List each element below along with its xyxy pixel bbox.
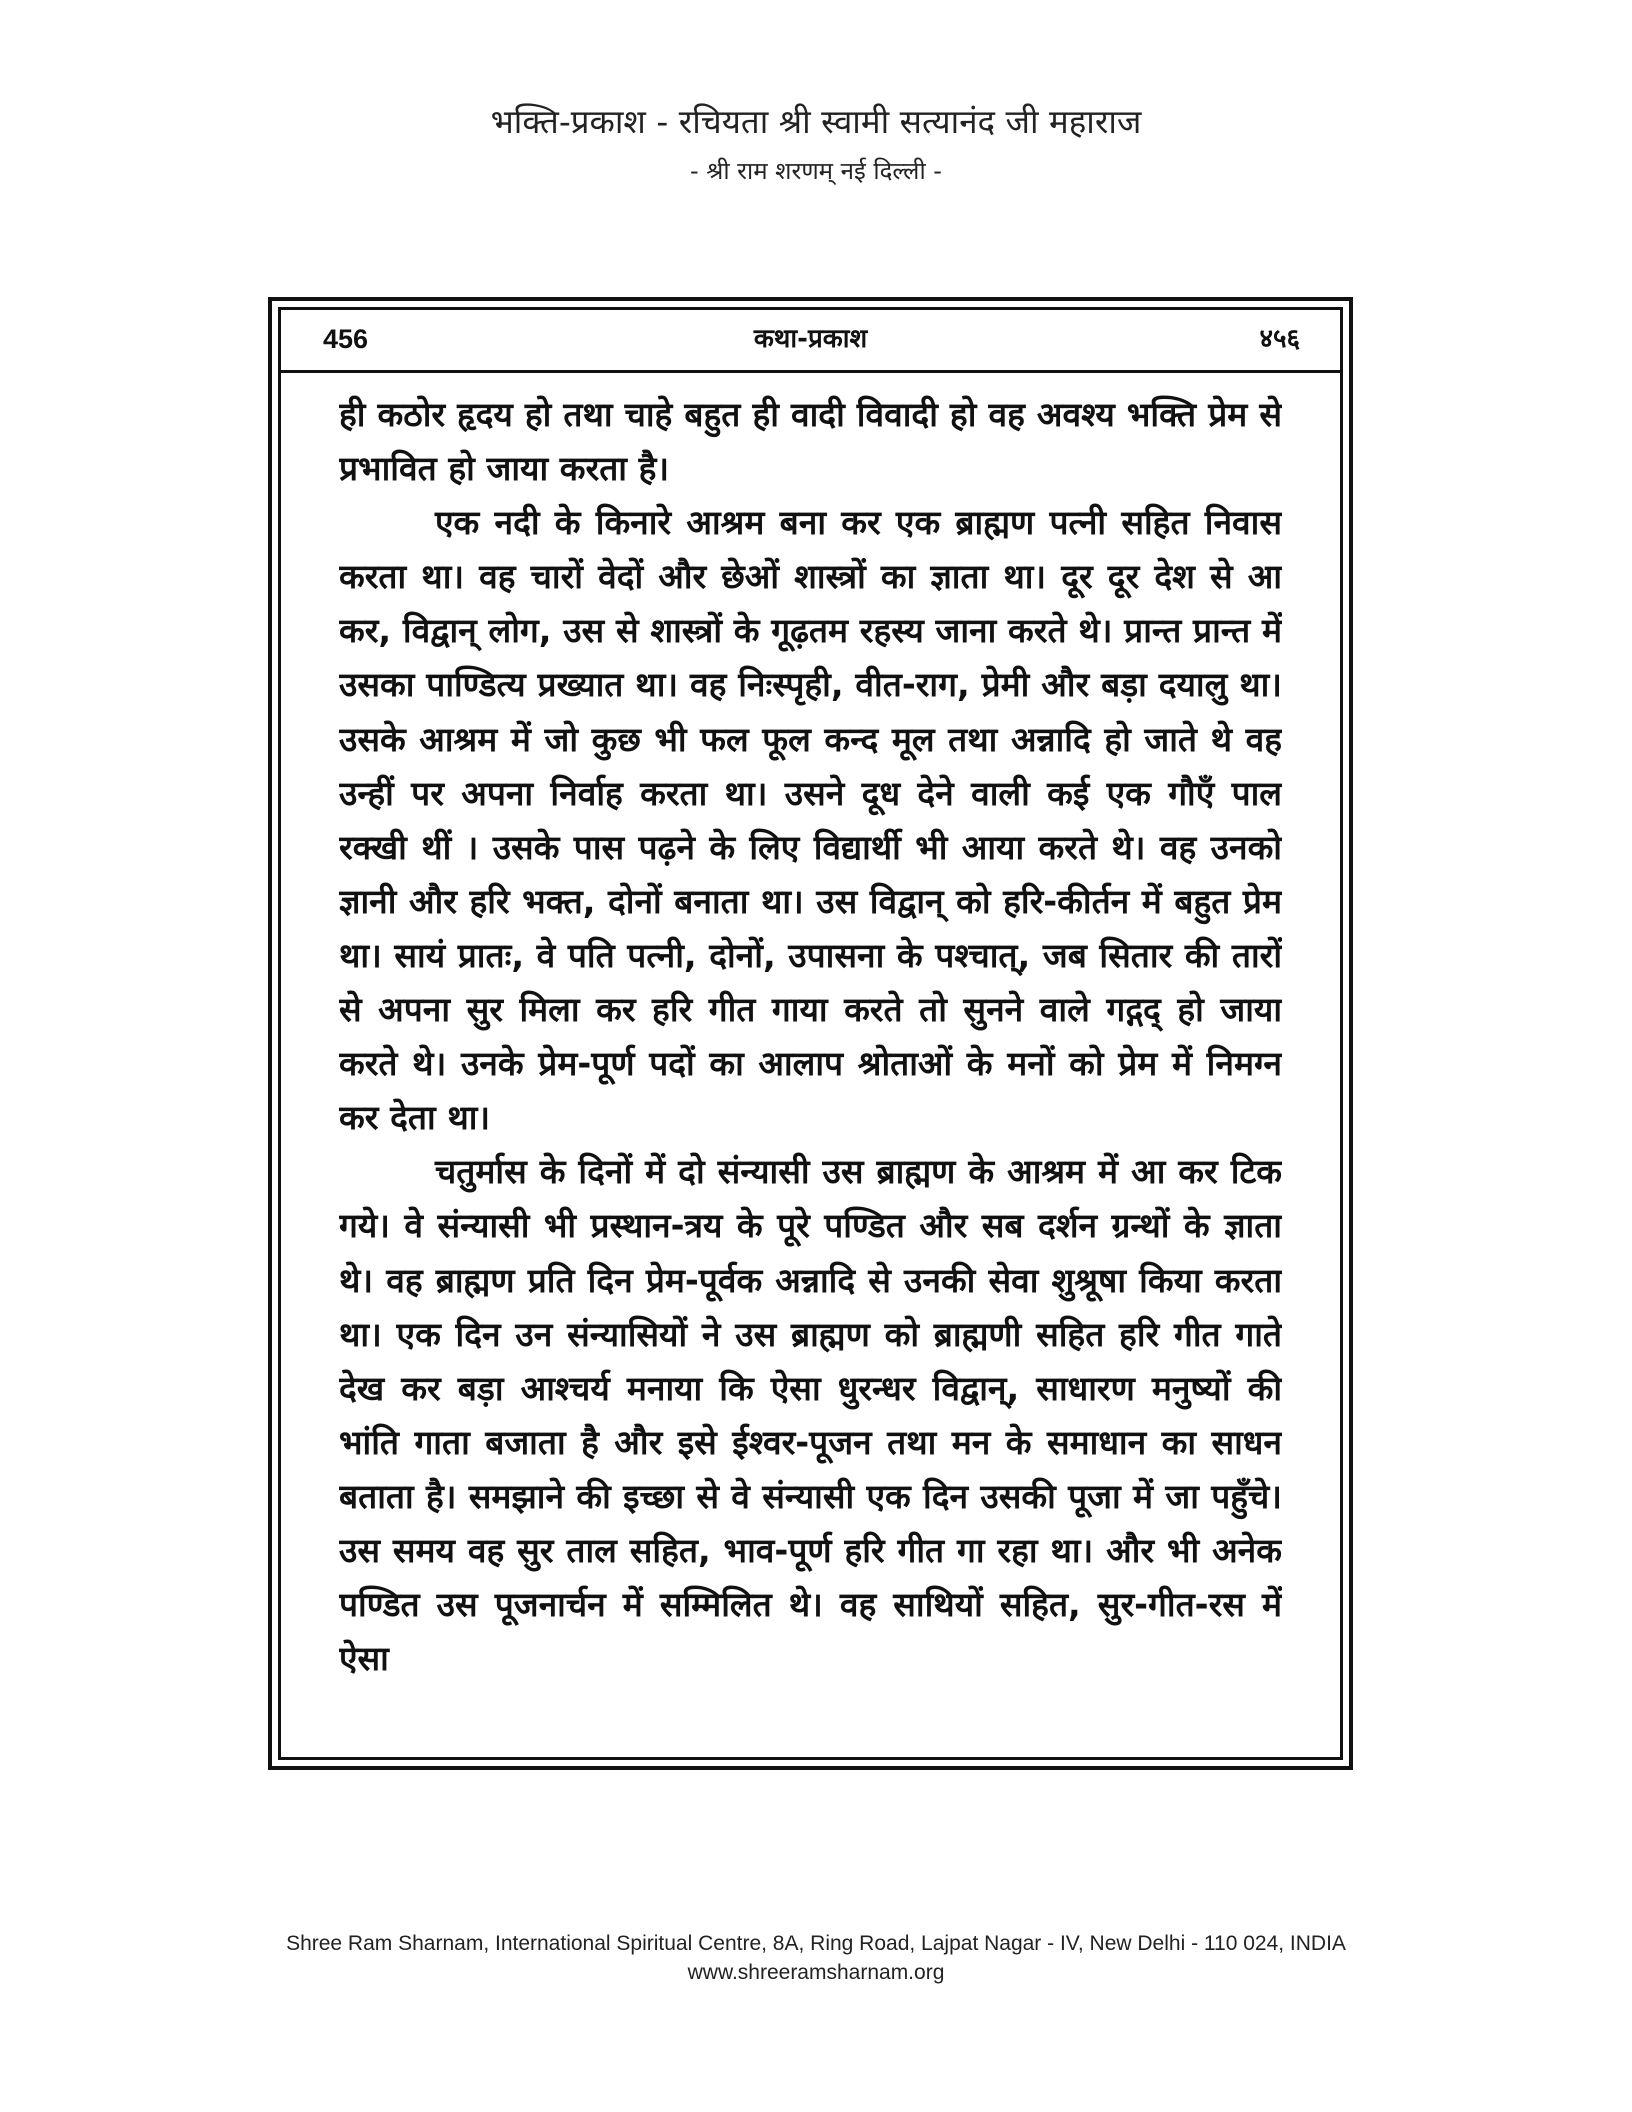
footer-website: www.shreeramsharnam.org: [687, 1961, 945, 1984]
document-footer: [0, 1929, 1632, 1987]
body-paragraph: एक नदी के किनारे आश्रम बना कर एक ब्राह्मण पत्नी सहित निवास करता था। वह चारों वेदों और छेओं शास्त्रों का ज्ञाता था। दूर दूर देश से आ कर, विद्वान् लोग, उस से शास्त्रों के गूढ़तम रहस्य जाना करते थे। प्रान्त प्रान्त में उसका पाण्डित्य प्रख्यात था। वह निःस्पृही, वीत-राग, प्रेमी और बड़ा दयालु था। उसके आश्रम में जो कुछ भी फल फूल कन्द मूल तथा अन्नादि हो जाते थे वह उन्हीं पर अपना निर्वाह करता था। उसने दूध देने वाली कई एक गौएँ पाल रक्खी थीं । उसके पास पढ़ने के लिए विद्यार्थी भी आया करते थे। वह उनको ज्ञानी और हरि भक्त, दोनों बनाता था। उस विद्वान् को हरि-कीर्तन में बहुत प्रेम था। सायं प्रातः, वे पति पत्नी, दोनों, उपासना के पश्चात्, जब सितार की तारों से अपना सुर मिला कर हरि गीत गाया करते तो सुनने वाले गद्गद् हो जाया करते थे। उनके प्रेम-पूर्ण पदों का आलाप श्रोताओं के मनों को प्रेम में निमग्न कर देता था।: [339, 503, 1282, 1138]
document-header: [0, 100, 1632, 188]
footer-address: Shree Ram Sharnam, International Spiritual Centre, 8A, Ring Road, Lajpat Nagar - IV, New Delhi - 110 024, INDIA: [286, 1932, 1346, 1955]
page-number-arabic: 456: [323, 324, 369, 354]
page-frame-inner: [278, 307, 1343, 1760]
body-paragraph: ही कठोर हृदय हो तथा चाहे बहुत ही वादी विवादी हो वह अवश्य भक्ति प्रेम से प्रभावित हो जाया करता है।: [339, 395, 1282, 489]
publisher-subtitle: - श्री राम शरणम् नई दिल्ली -: [690, 157, 942, 185]
page-frame-outer: [268, 297, 1353, 1770]
book-title: भक्ति-प्रकाश - रचियता श्री स्वामी सत्यानंद जी महाराज: [490, 102, 1142, 141]
page-number-devanagari: ४५६: [1259, 324, 1300, 354]
body-paragraph: चतुर्मास के दिनों में दो संन्यासी उस ब्राह्मण के आश्रम में आ कर टिक गये। वे संन्यासी भी प्रस्थान-त्रय के पूरे पण्डित और सब दर्शन ग्रन्थों के ज्ञाता थे। वह ब्राह्मण प्रति दिन प्रेम-पूर्वक अन्नादि से उनकी सेवा शुश्रूषा किया करता था। एक दिन उन संन्यासियों ने उस ब्राह्मण को ब्राह्मणी सहित हरि गीत गाते देख कर बड़ा आश्चर्य मनाया कि ऐसा धुरन्धर विद्वान्, साधारण मनुष्यों की भांति गाता बजाता है और इसे ईश्वर-पूजन तथा मन के समाधान का साधन बताता है। समझाने की इच्छा से वे संन्यासी एक दिन उसकी पूजा में जा पहुँचे। उस समय वह सुर ताल सहित, भाव-पूर्ण हरि गीत गा रहा था। और भी अनेक पण्डित उस पूजनार्चन में सम्मिलित थे। वह साथियों सहित, सुर-गीत-रस में ऐसा: [339, 1152, 1282, 1679]
page-body: [339, 388, 1282, 1737]
chapter-title: कथा-प्रकाश: [753, 324, 868, 354]
page-running-head: [281, 310, 1340, 373]
